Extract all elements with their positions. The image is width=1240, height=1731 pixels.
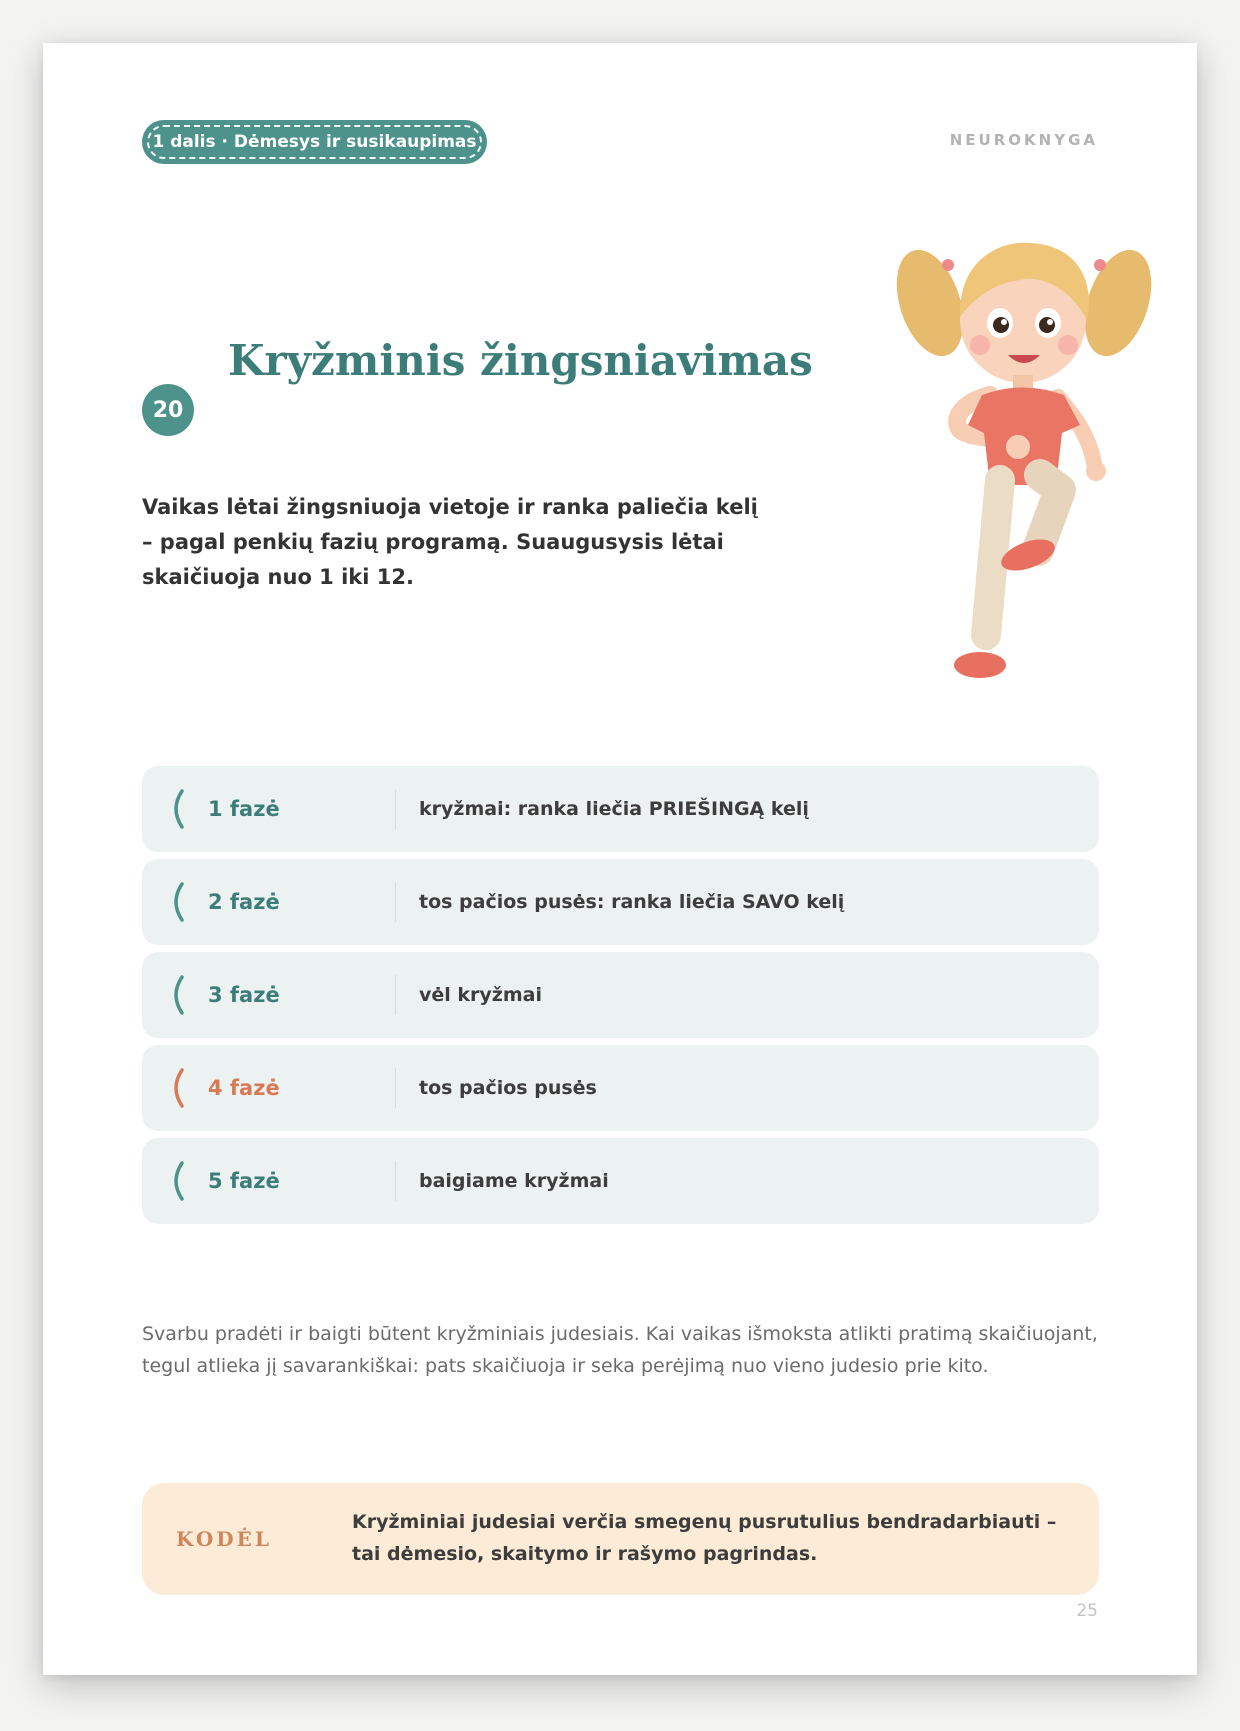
phase-divider <box>395 882 396 922</box>
phase-divider <box>395 1068 396 1108</box>
phase-row-3 <box>142 952 1099 1038</box>
bracket-icon <box>166 787 188 831</box>
page-number: 25 <box>1076 1601 1098 1621</box>
exercise-number-badge: 20 <box>142 384 194 436</box>
part-badge <box>142 120 487 164</box>
bracket-icon <box>166 1066 188 1110</box>
raised-leg <box>1038 475 1060 550</box>
phase-row-5 <box>142 1138 1099 1224</box>
part-badge-label: 1 dalis · Dėmesys ir susikaupimas <box>152 132 477 152</box>
phase-row-1 <box>142 766 1099 852</box>
phase-row-2 <box>142 859 1099 945</box>
girl-marching-illustration <box>880 225 1170 765</box>
exercise-intro: Vaikas lėtai žingsniuoja vietoje ir ranka paliečia kelį – pagal penkių fazių programą. Suaugusysis lėtai skaičiuoja nuo 1 iki 12. <box>142 495 758 589</box>
shirt <box>968 388 1080 486</box>
phase-label: 3 fazė <box>208 983 280 1007</box>
phase-description: tos pačios pusės <box>419 1077 597 1099</box>
bracket-icon <box>166 880 188 924</box>
phase-divider <box>395 975 396 1015</box>
bracket-icon <box>166 973 188 1017</box>
phase-label: 5 fazė <box>208 1169 280 1193</box>
phase-row-4 <box>142 1045 1099 1131</box>
why-box <box>142 1483 1099 1595</box>
phase-description: vėl kryžmai <box>419 984 542 1006</box>
standing-shoe <box>954 652 1006 678</box>
why-label: KODĖL <box>176 1527 272 1551</box>
phase-description: baigiame kryžmai <box>419 1170 609 1192</box>
phase-label: 1 fazė <box>208 797 280 821</box>
bracket-icon <box>166 1159 188 1203</box>
phase-description: kryžmai: ranka liečia PRIEŠINGĄ kelį <box>419 798 809 820</box>
phase-description: tos pačios pusės: ranka liečia SAVO kelį <box>419 891 845 913</box>
standing-leg <box>986 480 1000 635</box>
phase-label: 4 fazė <box>208 1076 280 1100</box>
phase-label: 2 fazė <box>208 890 280 914</box>
exercise-title: Kryžminis žingsniavimas <box>228 336 813 385</box>
phase-divider <box>395 1161 396 1201</box>
why-text: Kryžminiai judesiai verčia smegenų pusrutulius bendradarbiauti – tai dėmesio, skaitymo ir rašymo pagrindas. <box>352 1511 1057 1565</box>
phase-divider <box>395 789 396 829</box>
exercise-note: Svarbu pradėti ir baigti būtent kryžminiais judesiais. Kai vaikas išmoksta atlikti pratimą skaičiuojant, tegul atlieka jį savarankiškai: pats skaičiuoja ir seka perėjimą nuo vieno judesio prie kito. <box>142 1323 1098 1377</box>
brand-name: NEUROKNYGA <box>949 131 1098 149</box>
